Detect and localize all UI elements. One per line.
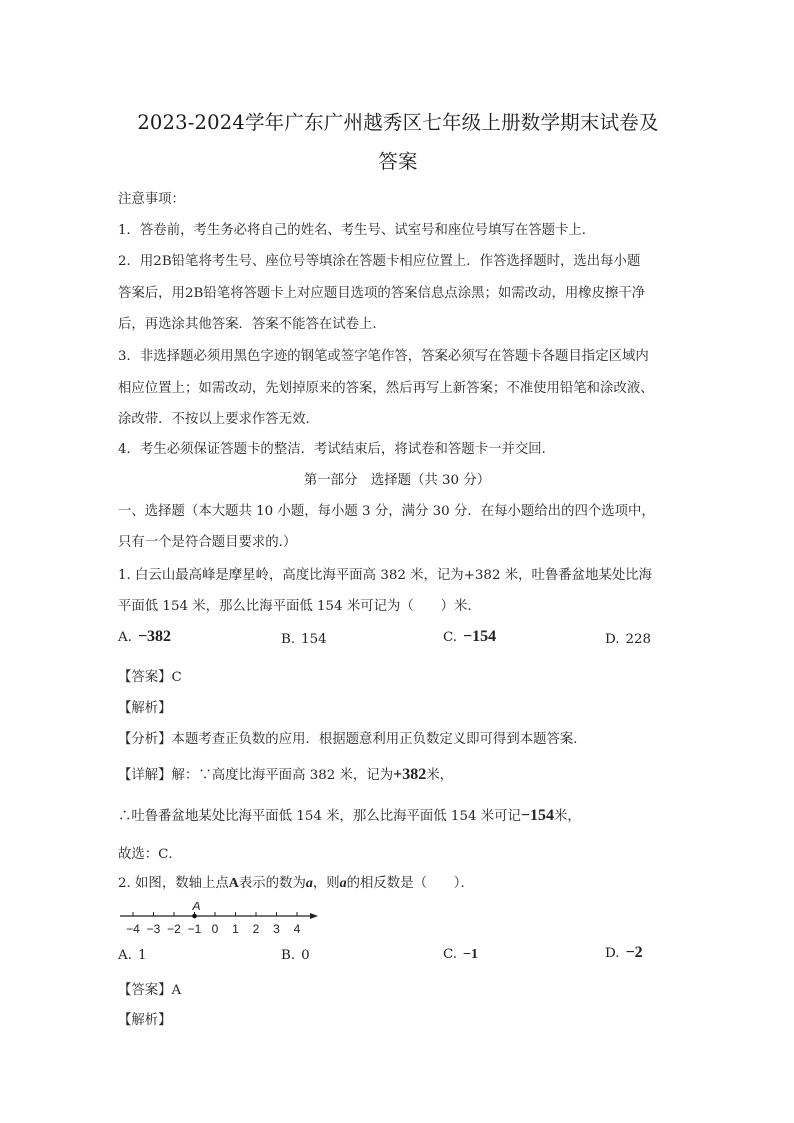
number-line-tick-label: 1 [232,922,239,936]
q2-stem-text: 2. 如图，数轴上点 [118,876,229,891]
option-value: −382 [137,628,172,645]
detail-text: 米， [426,768,454,783]
q2-option-b [281,948,310,963]
part-heading: 第一部分 选择题（共 30 分） [303,473,491,488]
detail-text: 【详解】解：∵高度比海平面高 382 米，记为 [118,768,394,783]
number-line-figure [116,902,336,942]
section-intro: 只有一个是符合题目要求的.） [118,535,297,550]
q1-detail [118,764,453,784]
number-line-tick-label: −2 [167,922,181,936]
therefore-text: ∴吐鲁番盆地某处比海平面低 154 米，那么比海平面低 154 米可记 [118,809,521,824]
section-intro: 一、选择题（本大题共 10 小题，每小题 3 分，满分 30 分．在每小题给出的四个选项中， [118,504,655,519]
notice-item: 相应位置上；如需改动，先划掉原来的答案，然后再写上新答案；不准使用铅笔和涂改液、 [118,381,654,396]
q1-option-d [605,632,651,647]
option-letter: D. [605,632,620,647]
therefore-text: 米， [554,809,581,824]
q1-option-b [281,632,327,647]
q2-answer: 【答案】A [118,983,182,998]
number-line-tick-label: −4 [126,922,140,936]
number-line-tick-label: −1 [187,922,202,936]
q1-answer: 【答案】C [118,670,182,685]
option-value: 1 [137,948,147,963]
q2-stem-text: 的相反数是（ ）． [346,876,474,891]
number-line-tick-label: −3 [146,922,161,936]
option-value: 0 [301,948,310,963]
option-letter: A. [118,948,132,963]
notice-item: 涂改带．不按以上要求作答无效． [118,412,319,427]
q1-fenxi: 【分析】本题考查正负数的应用．根据题意利用正负数定义即可得到本题答案． [118,732,587,747]
document-title-line-2: 答案 [378,150,418,173]
option-value: 228 [625,632,652,647]
option-letter: A. [118,630,132,645]
notice-item: 1．答卷前，考生务必将自己的姓名、考生号、试室号和座位号填写在答题卡上． [118,223,596,238]
option-value: −2 [625,944,643,961]
detail-value: +382 [393,766,427,783]
q1-analysis-label: 【解析】 [118,701,172,716]
q1-option-a [118,628,171,646]
number-line-point-label: A [192,902,201,913]
q2-var: a [305,876,313,891]
number-line-tick-label: 4 [293,922,301,936]
q1-option-c [443,628,496,646]
option-letter: D. [605,946,620,961]
notice-item: 4．考生必须保证答题卡的整洁．考试结束后，将试卷和答题卡一并交回． [118,442,556,457]
notice-item: 答案后，用2B铅笔将答题卡上对应题目选项的答案信息点涂黑；如需改动，用橡皮擦干净 [118,286,646,301]
q2-point: A [228,876,239,891]
number-line-tick-label: 3 [273,922,280,936]
option-value: −154 [463,628,497,645]
q2-stem-text: ，则 [312,876,340,891]
notice-item: 后，再选涂其他答案．答案不能答在试卷上． [118,317,386,332]
q2-option-c [443,947,478,963]
q1-conclusion: 故选：C． [118,847,182,862]
q2-var: a [339,876,347,891]
q2-analysis-label: 【解析】 [118,1013,172,1028]
option-value: 154 [301,632,327,647]
number-line-tick-label: 0 [211,922,219,936]
q1-stem: 平面低 154 米，那么比海平面低 154 米可记为（ ）米． [118,599,481,614]
q1-therefore [118,805,581,825]
option-letter: C. [443,630,458,645]
option-letter: B. [281,948,296,963]
number-line-point-a [192,914,197,919]
number-line-arrow [310,913,318,919]
q2-option-d [605,944,643,962]
option-value: −1 [463,947,479,962]
notice-item: 3．非选择题必须用黑色字迹的钢笔或签字笔作答，答案必须写在答题卡各题目指定区域内 [118,349,649,364]
q2-stem-text: 表示的数为 [238,876,306,891]
therefore-value: −154 [520,807,555,824]
notice-item: 2．用2B铅笔将考生号、座位号等填涂在答题卡相应位置上．作答选择题时，选出每小题 [118,254,641,269]
q1-stem: 1. 白云山最高峰是摩星岭，高度比海平面高 382 米，记为+382 米，吐鲁番盆地某处比海 [118,568,653,583]
option-letter: B. [281,632,296,647]
number-line-tick-label: 2 [252,922,260,936]
q2-option-a [118,948,146,963]
q2-stem [118,872,474,892]
option-letter: C. [443,947,458,962]
document-title-line-1: 2023-2024学年广东广州越秀区七年级上册数学期末试卷及 [137,111,659,134]
notice-heading: 注意事项： [118,192,185,207]
